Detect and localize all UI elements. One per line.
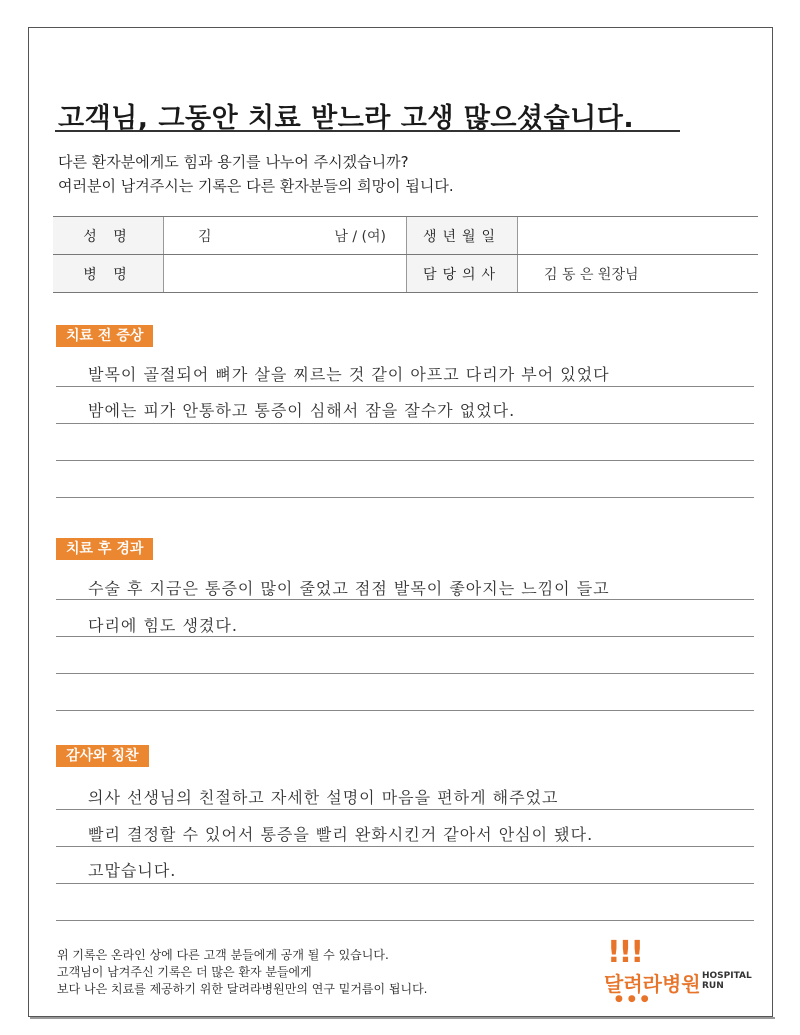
hospital-logo [600, 935, 760, 1004]
thanks-line-1[interactable]: 의사 선생님의 친절하고 자세한 설명이 마음을 편하게 해주었고 [88, 788, 559, 807]
disease-label: 병 명 [53, 255, 164, 293]
title-underline [55, 130, 680, 132]
footer-line-1: 위 기록은 온라인 상에 다른 고객 분들에게 공개 될 수 있습니다. [57, 948, 389, 962]
thanks-line-2[interactable]: 빨리 결정할 수 있어서 통증을 빨리 완화시킨거 같아서 안심이 됐다. [88, 825, 594, 844]
page-title: 고객님, 그동안 치료 받느라 고생 많으셨습니다. [58, 103, 635, 134]
thanks-line-3[interactable]: 고맙습니다. [88, 861, 177, 880]
patient-info-table [53, 216, 758, 293]
ruled-line [56, 599, 754, 600]
ruled-line [56, 636, 754, 637]
logo-dots-icon: ●●● [615, 994, 654, 1004]
ruled-line [56, 673, 754, 674]
footer-line-2: 고객님이 남겨주신 기록은 더 많은 환자 분들에게 [57, 965, 312, 979]
after-line-1[interactable]: 수술 후 지금은 통증이 많이 줄었고 점점 발목이 좋아지는 느낌이 들고 [88, 579, 610, 598]
name-field[interactable] [164, 217, 407, 255]
ruled-line [56, 920, 754, 921]
logo-english-line-2: RUN [702, 981, 724, 991]
doctor-field[interactable]: 김 동 은 원장님 [518, 255, 759, 293]
before-line-2[interactable]: 밤에는 피가 안통하고 통증이 심해서 잠을 잘수가 없었다. [88, 401, 516, 420]
ruled-line [56, 809, 754, 810]
gender-value: 남 / (여) [334, 228, 386, 245]
ruled-line [56, 423, 754, 424]
logo-name: 달려라병원 [604, 972, 701, 996]
footer-line-3: 보다 나은 치료를 제공하기 위한 달려라병원만의 연구 밑거름이 됩니다. [57, 982, 428, 996]
name-label: 성 명 [53, 217, 164, 255]
bottom-rule [30, 1017, 775, 1019]
birth-label: 생년월일 [407, 217, 518, 255]
intro-line-2: 여러분이 남겨주시는 기록은 다른 환자분들의 희망이 됩니다. [58, 177, 454, 195]
ruled-line [56, 460, 754, 461]
ruled-line [56, 883, 754, 884]
section-label-thanks: 감사와 칭찬 [56, 745, 149, 767]
intro-line-1: 다른 환자분에게도 힘과 용기를 나누어 주시겠습니까? [58, 153, 409, 171]
ruled-line [56, 497, 754, 498]
ruled-line [56, 846, 754, 847]
ruled-line [56, 710, 754, 711]
section-label-after: 치료 후 경과 [56, 538, 153, 560]
birth-field[interactable] [518, 217, 759, 255]
logo-english-line-1: HOSPITAL [702, 971, 752, 981]
logo-english [702, 971, 752, 991]
logo-exclamation-icon: !!! [607, 935, 643, 970]
doctor-label: 담당의사 [407, 255, 518, 293]
disease-field[interactable] [164, 255, 407, 293]
name-value: 김 [198, 228, 212, 245]
after-line-2[interactable]: 다리에 힘도 생겼다. [88, 616, 238, 635]
ruled-line [56, 386, 754, 387]
section-label-before: 치료 전 증상 [56, 325, 153, 347]
before-line-1[interactable]: 발목이 골절되어 뼈가 살을 찌르는 것 같이 아프고 다리가 부어 있었다 [88, 365, 610, 384]
